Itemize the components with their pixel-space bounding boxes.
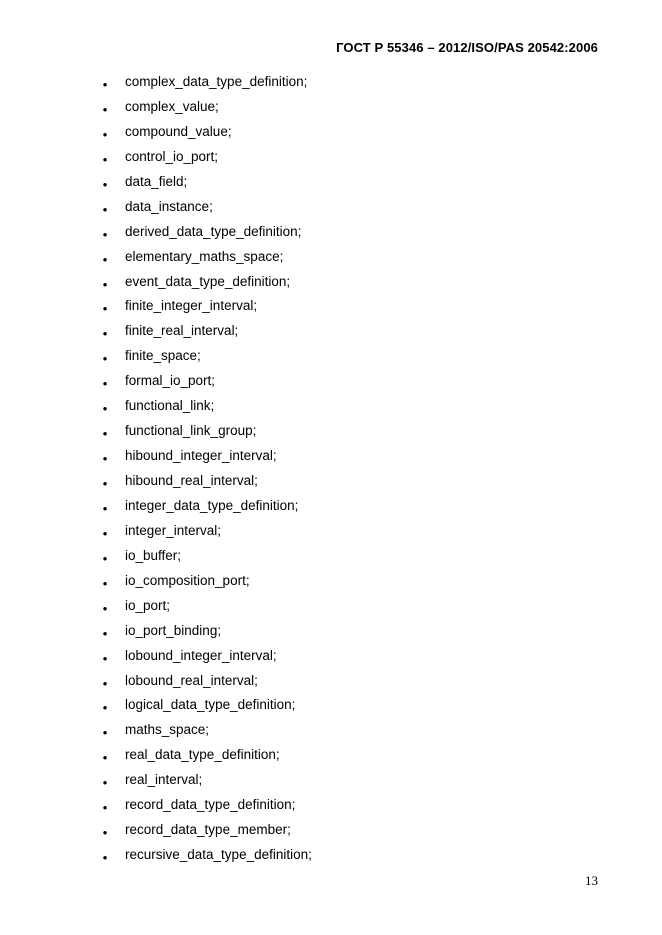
bullet-icon: • <box>102 101 108 117</box>
bullet-icon: • <box>102 550 108 566</box>
list-item-text: maths_space; <box>125 722 210 738</box>
list-item-text: record_data_type_definition; <box>125 797 296 813</box>
list-item-text: finite_real_interval; <box>125 323 239 339</box>
bullet-icon: • <box>102 376 108 392</box>
list-item-text: finite_integer_interval; <box>125 298 258 314</box>
bullet-icon: • <box>102 600 108 616</box>
bullet-icon: • <box>102 700 108 716</box>
list-item-text: data_field; <box>125 173 188 189</box>
list-item-text: integer_interval; <box>125 522 222 538</box>
list-item-text: complex_value; <box>125 98 219 114</box>
bullet-icon: • <box>102 201 108 217</box>
bullet-icon: • <box>102 825 108 841</box>
list-item-text: data_instance; <box>125 198 213 214</box>
list-item-text: lobound_real_interval; <box>125 672 258 688</box>
page-number: 13 <box>585 873 598 888</box>
bullet-icon: • <box>102 77 108 92</box>
list-item-text: io_port; <box>125 597 171 613</box>
list-item-text: functional_link; <box>125 398 215 414</box>
list-item-text: complex_data_type_definition; <box>125 74 308 89</box>
bullet-icon: • <box>102 451 108 467</box>
bullet-icon: • <box>102 401 108 417</box>
list-item-text: formal_io_port; <box>125 373 216 389</box>
bullet-icon: • <box>102 800 108 816</box>
bullet-icon: • <box>102 176 108 192</box>
list-item-text: compound_value; <box>125 123 232 139</box>
list-item-text: recursive_data_type_definition; <box>125 847 312 863</box>
bullet-icon: • <box>102 650 108 666</box>
list-item-text: elementary_maths_space; <box>125 248 284 264</box>
bullet-icon: • <box>102 126 108 142</box>
bullet-icon: • <box>102 276 108 292</box>
list-item-text: record_data_type_member; <box>125 822 291 838</box>
bullet-icon: • <box>102 525 108 541</box>
list-item-text: functional_link_group; <box>125 423 257 439</box>
bullet-icon: • <box>102 301 108 317</box>
bullet-icon: • <box>102 251 108 267</box>
list-item-text: finite_space; <box>125 348 201 364</box>
list-item-text: event_data_type_definition; <box>125 273 291 289</box>
bullet-icon: • <box>102 575 108 591</box>
bullet-icon: • <box>102 675 108 691</box>
bullet-icon: • <box>102 226 108 242</box>
page-header-standard: ГОСТ Р 55346 – 2012/ISO/PAS 20542:2006 <box>336 40 598 55</box>
bullet-icon: • <box>102 625 108 641</box>
bullet-icon: • <box>102 326 108 342</box>
bullet-icon: • <box>102 426 108 442</box>
list-item-text: control_io_port; <box>125 148 219 164</box>
bullet-icon: • <box>102 850 108 866</box>
list-item-text: lobound_integer_interval; <box>125 647 277 663</box>
bullet-icon: • <box>102 500 108 516</box>
bullet-icon: • <box>102 476 108 491</box>
list-item-text: io_buffer; <box>125 547 182 563</box>
bullet-icon: • <box>102 351 108 367</box>
list-item-text: hibound_real_interval; <box>125 473 258 488</box>
bullet-icon: • <box>102 775 108 791</box>
list-item-text: real_interval; <box>125 772 203 788</box>
bullet-icon: • <box>102 750 108 766</box>
list-item-text: io_port_binding; <box>125 622 222 638</box>
list-item-text: integer_data_type_definition; <box>125 497 299 513</box>
list-item-text: io_composition_port; <box>125 572 250 588</box>
list-item-text: hibound_integer_interval; <box>125 448 277 464</box>
list-item-text: derived_data_type_definition; <box>125 223 302 239</box>
bullet-icon: • <box>102 151 108 167</box>
bullet-icon: • <box>102 725 108 741</box>
list-item-text: logical_data_type_definition; <box>125 697 296 713</box>
list-item-text: real_data_type_definition; <box>125 747 280 763</box>
